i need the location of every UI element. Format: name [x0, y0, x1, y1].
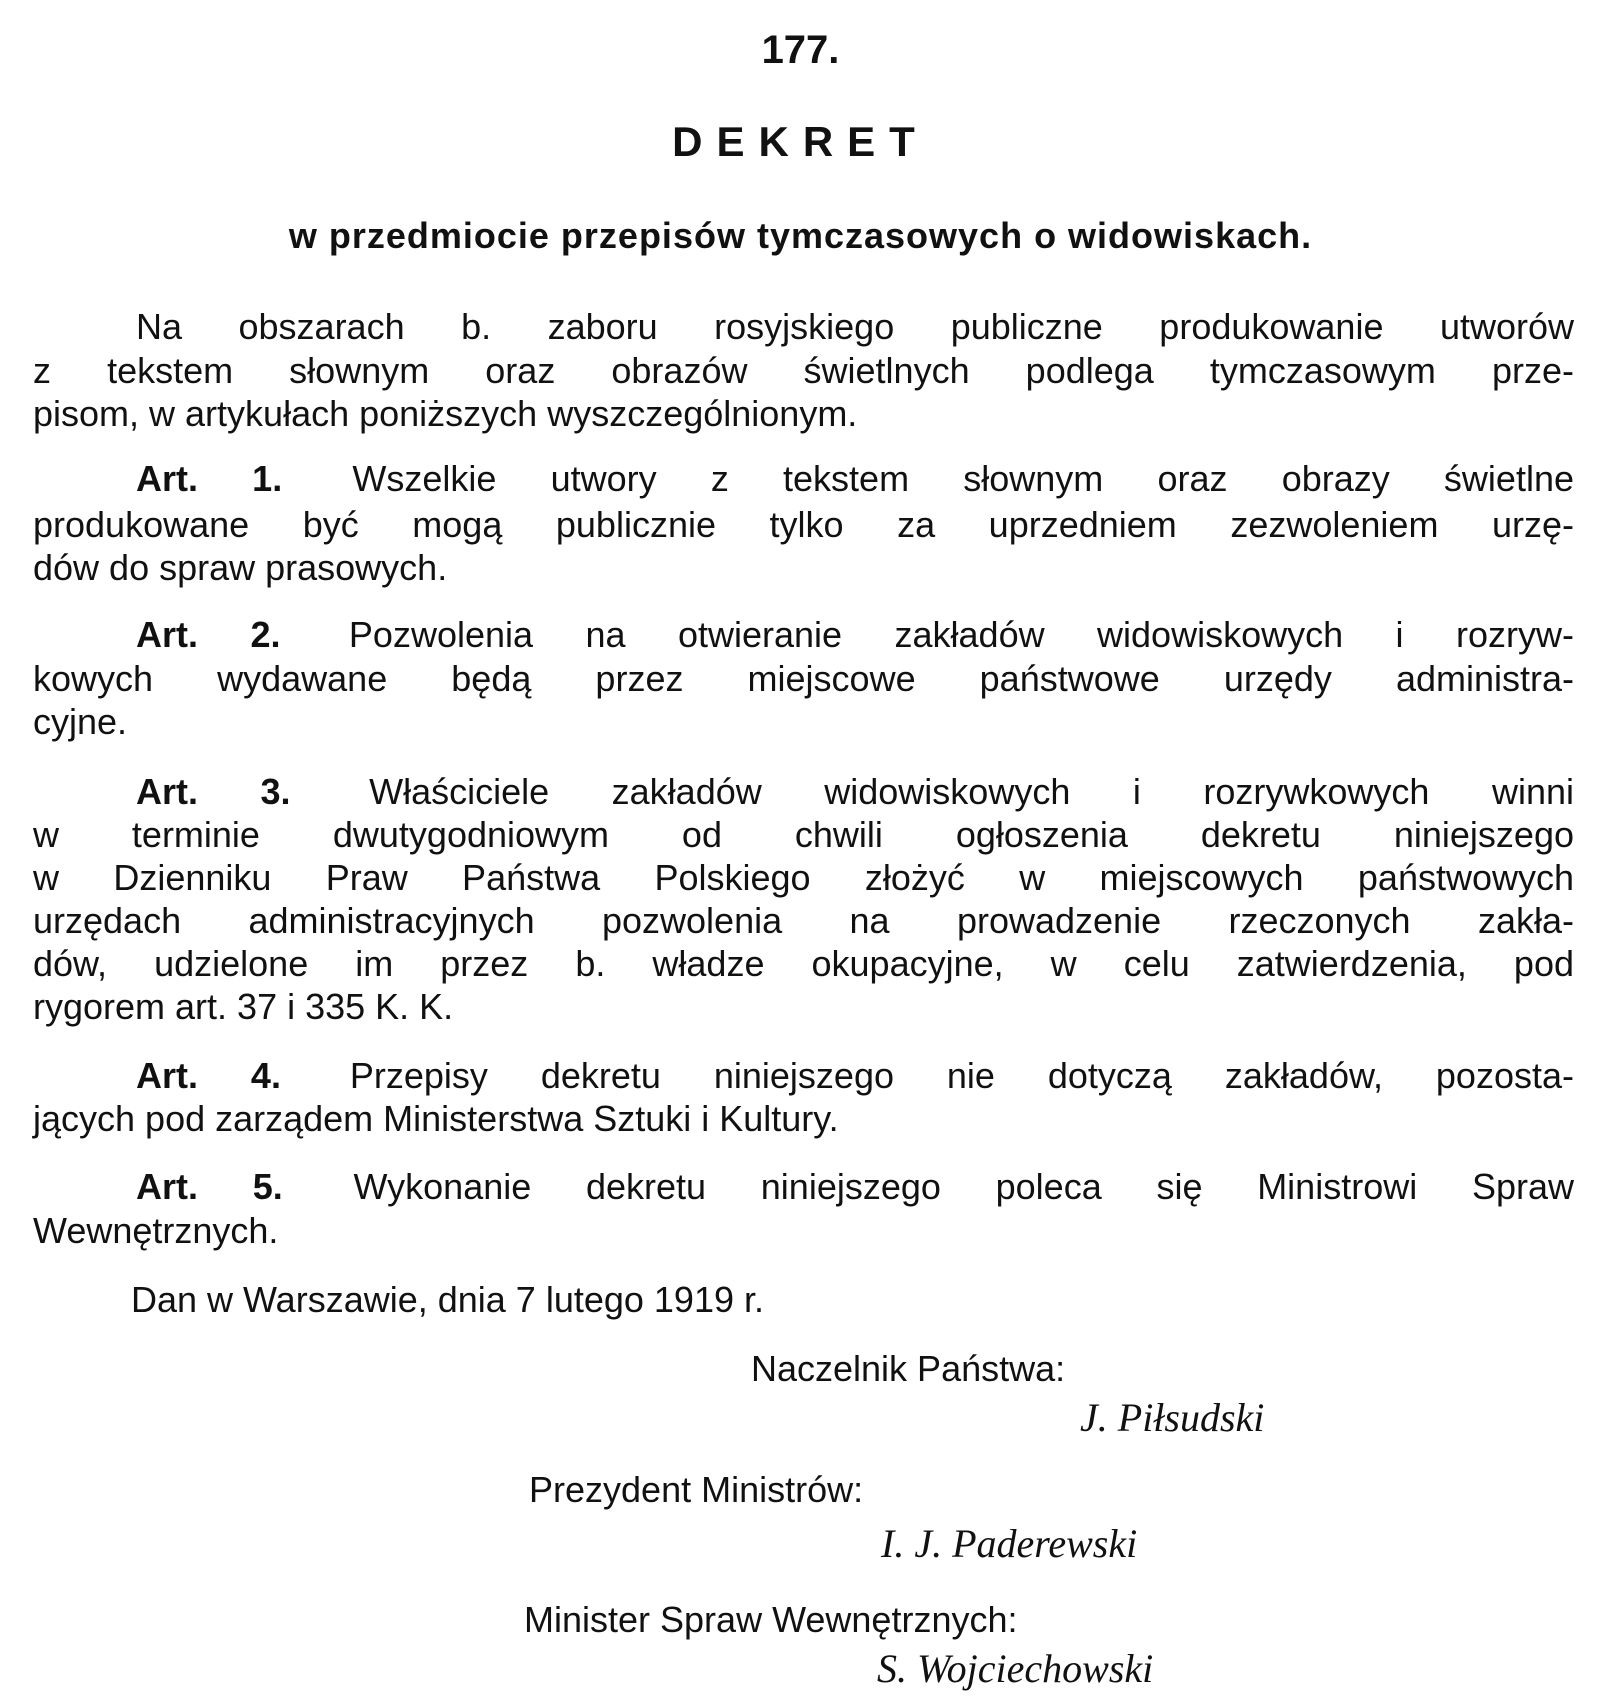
line-text: cyjne.	[33, 701, 128, 742]
line-text: Przepisy dekretu niniejszego nie dotyczą zakładów, pozosta-	[349, 1055, 1574, 1096]
line-text: Wszelkie utwory z tekstem słownym oraz obrazy świetlne	[352, 458, 1574, 499]
line-text: dów do spraw prasowych.	[33, 547, 448, 588]
article-label: Art. 2.	[136, 614, 281, 655]
article-line	[136, 1165, 1574, 1209]
article-line	[136, 613, 1574, 657]
document-title: DEKRET	[672, 118, 929, 165]
line-text: rygorem art. 37 i 335 K. K.	[33, 986, 454, 1027]
preamble-line	[33, 349, 1574, 393]
place-date: Dan w Warszawie, dnia 7 lutego 1919 r.	[131, 1279, 765, 1320]
line-text: jących pod zarządem Ministerstwa Sztuki i Kultury.	[33, 1098, 839, 1139]
article-label: Art. 1.	[136, 458, 283, 499]
line-text: urzędach administracyjnych pozwolenia na prowadzenie rzeczonych zakła-	[33, 900, 1574, 941]
article-line	[136, 457, 1574, 501]
article-label: Art. 5.	[136, 1166, 283, 1207]
line-text: Wykonanie dekretu niniejszego poleca się Ministrowi Spraw	[353, 1166, 1574, 1207]
line-text: kowych wydawane będą przez miejscowe państwowe urzędy administra-	[33, 658, 1574, 699]
line-text: Pozwolenia na otwieranie zakładów widowiskowych i rozryw-	[348, 614, 1574, 655]
line-text: produkowane być mogą publicznie tylko za uprzedniem zezwoleniem urzę-	[33, 504, 1574, 545]
article-line	[33, 503, 1574, 547]
preamble-line	[136, 305, 1574, 349]
preamble-line	[33, 392, 1574, 436]
article-line	[33, 856, 1574, 900]
line-text: w Dzienniku Praw Państwa Polskiego złożyć w miejscowych państwowych	[33, 857, 1574, 898]
article-label: Art. 3.	[136, 771, 291, 812]
signatory-role-3: Minister Spraw Wewnętrznych:	[524, 1599, 1018, 1640]
signature-3: S. Wojciechowski	[877, 1646, 1154, 1691]
line-text: Wewnętrznych.	[33, 1210, 279, 1251]
article-label: Art. 4.	[136, 1055, 281, 1096]
article-line	[33, 700, 1574, 744]
decree-number: 177.	[761, 28, 840, 72]
article-line	[33, 985, 1574, 1029]
line-text: Na obszarach b. zaboru rosyjskiego publiczne produkowanie utworów	[136, 306, 1574, 347]
line-text: Właściciele zakładów widowiskowych i rozrywkowych winni	[369, 771, 1574, 812]
line-text: w terminie dwutygodniowym od chwili ogłoszenia dekretu niniejszego	[33, 814, 1574, 855]
article-line	[33, 546, 1574, 590]
signature-2: I. J. Paderewski	[881, 1521, 1138, 1566]
article-line	[33, 899, 1574, 943]
line-text: z tekstem słownym oraz obrazów świetlnych podlega tymczasowym prze-	[33, 350, 1574, 391]
article-line	[33, 942, 1574, 986]
signature-1: J. Piłsudski	[1080, 1395, 1265, 1440]
line-text: pisom, w artykułach poniższych wyszczególnionym.	[33, 393, 858, 434]
article-line	[136, 1054, 1574, 1098]
signatory-role-1: Naczelnik Państwa:	[751, 1348, 1066, 1389]
signatory-role-2: Prezydent Ministrów:	[529, 1469, 864, 1510]
line-text: dów, udzielone im przez b. władze okupacyjne, w celu zatwierdzenia, pod	[33, 943, 1574, 984]
document-subtitle: w przedmiocie przepisów tymczasowych o widowiskach.	[288, 215, 1313, 256]
article-line	[33, 813, 1574, 857]
article-line	[136, 770, 1574, 814]
article-line	[33, 1097, 1574, 1141]
article-line	[33, 1209, 1574, 1253]
article-line	[33, 657, 1574, 701]
